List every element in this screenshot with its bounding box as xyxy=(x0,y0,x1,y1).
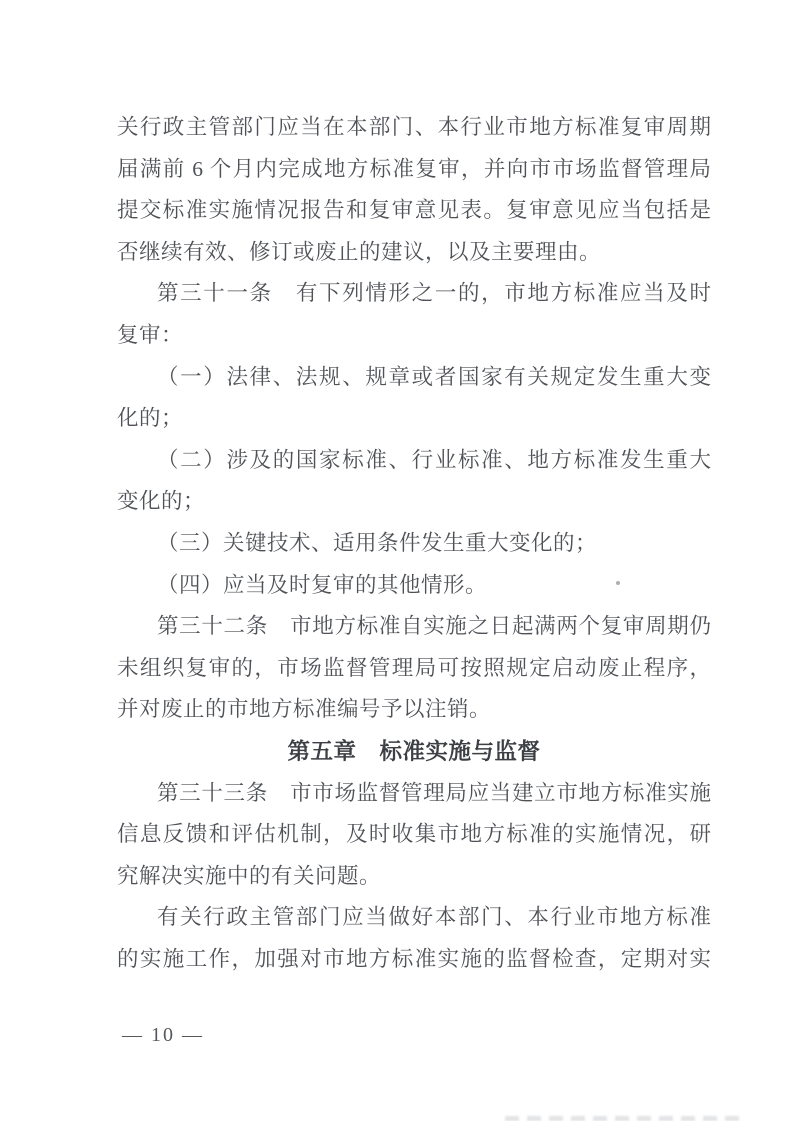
text-line: 关行政主管部门应当在本部门、本行业市地方标准复审周期 xyxy=(117,115,711,139)
text-line-article-31: 第三十一条 有下列情形之一的，市地方标准应当及时 xyxy=(157,281,711,306)
text-line: 复审： xyxy=(117,322,184,347)
text-line-item-4: （四）应当及时复审的其他情形。 xyxy=(157,572,488,597)
text-line: 的实施工作，加强对市地方标准实施的监督检查，定期对实 xyxy=(117,946,711,971)
text-line: 提交标准实施情况报告和复审意见表。复审意见应当包括是 xyxy=(117,198,711,223)
text-line-item-3: （三）关键技术、适用条件发生重大变化的； xyxy=(157,530,598,555)
text-line: 否继续有效、修订或废止的建议，以及主要理由。 xyxy=(117,239,602,264)
scan-edge-artifact xyxy=(505,1116,745,1121)
text-line-item-2: （二）涉及的国家标准、行业标准、地方标准发生重大 xyxy=(157,447,711,472)
text-line: 有关行政主管部门应当做好本部门、本行业市地方标准 xyxy=(157,905,711,930)
text-line: 信息反馈和评估机制，及时收集市地方标准的实施情况，研 xyxy=(117,822,711,847)
page-number: — 10 — xyxy=(122,1024,204,1046)
text-line: 化的； xyxy=(117,406,184,431)
text-line: 并对废止的市地方标准编号予以注销。 xyxy=(117,697,492,722)
text-line-article-32: 第三十二条 市地方标准自实施之日起满两个复审周期仍 xyxy=(157,614,711,639)
text-line: 变化的； xyxy=(117,489,206,514)
text-line: 究解决实施中的有关问题。 xyxy=(117,863,382,888)
scan-artifact-dot xyxy=(616,581,620,585)
text-block xyxy=(117,107,711,980)
chapter-heading: 第五章 标准实施与监督 xyxy=(287,738,541,764)
text-line-article-33: 第三十三条 市市场监督管理局应当建立市地方标准实施 xyxy=(157,780,711,805)
text-line-item-1: （一）法律、法规、规章或者国家有关规定发生重大变 xyxy=(157,364,711,389)
text-line: 届满前 6 个月内完成地方标准复审，并向市市场监督管理局 xyxy=(117,156,711,181)
text-line: 未组织复审的，市场监督管理局可按照规定启动废止程序， xyxy=(117,655,711,680)
